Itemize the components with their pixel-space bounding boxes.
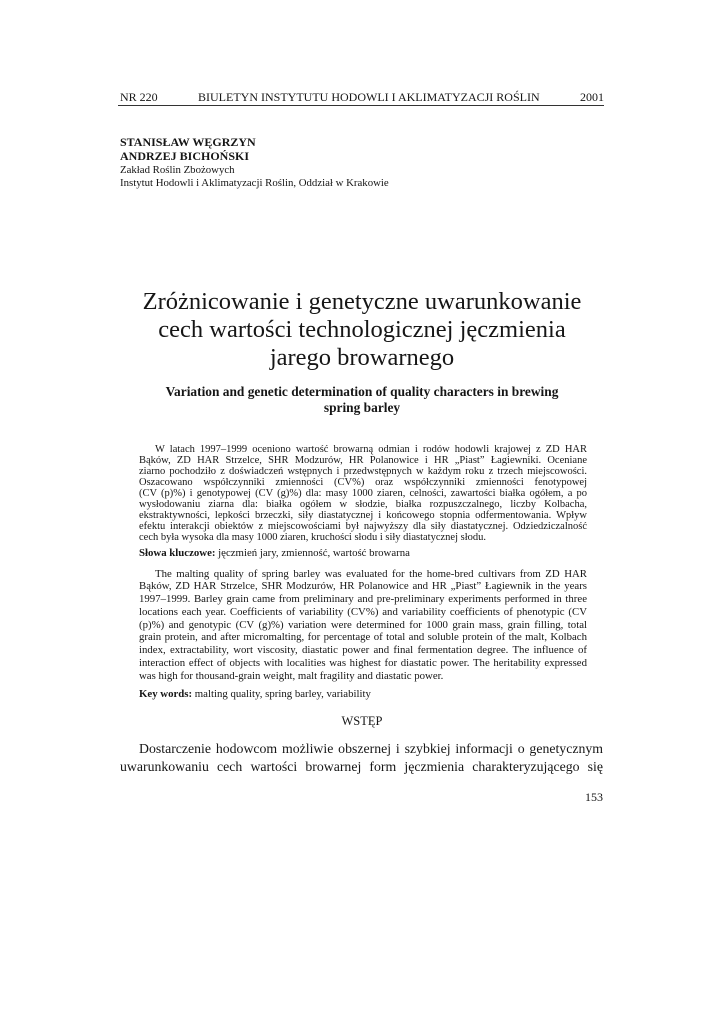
keywords-text: malting quality, spring barley, variability	[194, 687, 371, 700]
keywords-label: Key words:	[139, 687, 193, 700]
body-line: uwarunkowaniu cech wartości browarnej form jęczmienia charakteryzującego się	[120, 759, 603, 774]
affiliation-line: Zakład Roślin Zbożowych	[120, 163, 235, 176]
keywords-label: Słowa kluczowe:	[139, 546, 216, 559]
header-rule	[118, 105, 604, 106]
subtitle-line: Variation and genetic determination of quality characters in brewing	[165, 384, 559, 399]
abstract-en-line: grain protein, and after micromalting, for percentage of total and soluble protein of the malt, Kolbach	[139, 631, 587, 644]
abstract-en-line: Bąków, ZD HAR Strzelce, SHR Modzurów, HR Polanowice and HR „Piast” Łagiewnik in the years	[139, 580, 587, 593]
article-subtitle	[120, 384, 604, 416]
abstract-en-line: locations each year. Coefficients of variability (CV%) and variability coefficients of phenotypic (CV	[139, 605, 587, 618]
section-heading: WSTĘP	[341, 714, 383, 728]
publication-year: 2001	[579, 90, 604, 104]
abstract-pl-line: ziarno pochodziło z doświadczeń wstępnych i przedwstępnych w każdym roku z trzech miejscowości.	[139, 465, 587, 477]
abstract-pl-line: Oszacowano współczynniki zmienności (CV%) oraz współczynniki zmienności fenotypowej	[139, 476, 587, 488]
abstract-pl-line: ekstraktywności, lepkości brzeczki, siły diastatycznej i końcowego stopnia odfermentowania. Wpływ	[139, 509, 587, 521]
article-title	[120, 288, 604, 372]
keywords-en	[139, 688, 587, 701]
abstract-en-line: The malting quality of spring barley was evaluated for the home-bred cultivars from ZD HAR	[155, 567, 587, 580]
author-name: ANDRZEJ BICHOŃSKI	[120, 148, 250, 163]
subtitle-line: spring barley	[323, 400, 401, 415]
body-line: Dostarczenie hodowcom możliwie obszernej i szybkiej informacji o genetycznym	[139, 741, 603, 756]
abstract-pl-line: Bąków, ZD HAR Strzelce, SHR Modzurów, HR Polanowice i HR „Piast” Łagiewniki. Oceniane	[139, 454, 587, 466]
abstract-pl-line: (CV (p)%) i genotypowej (CV (g)%) dla: masy 1000 ziaren, celności, zawartości białka ogółem, a po	[139, 487, 587, 499]
keywords-pl	[139, 547, 587, 560]
title-line: jarego browarnego	[269, 344, 455, 371]
running-header	[120, 90, 604, 104]
author-list	[120, 136, 256, 163]
title-line: Zróżnicowanie i genetyczne uwarunkowanie	[142, 288, 582, 315]
abstract-pl-line: wysłodowaniu ziarna dla: białka ogółem w słodzie, białka rozpuszczalnego, liczby Kolbacha,	[139, 498, 587, 510]
abstract-en-line: was high for thousand-grain weight, malt fragility and diastatic power.	[139, 669, 444, 682]
abstract-pl-line: cech była wysoka dla masy 1000 ziaren, kruchości słodu i siły diastatycznej słodu.	[139, 531, 486, 543]
abstract-en-line: (p)%) and genotypic (CV (g)%) variation were determined for 1000 grain mass, grain filling, total	[139, 618, 587, 631]
abstract-en-line: index, extractability, wort viscosity, diastatic power and final fermentation degree. The influence of	[139, 644, 587, 657]
affiliation-line: Instytut Hodowli i Aklimatyzacji Roślin, Oddział w Krakowie	[120, 176, 389, 189]
author-name: STANISŁAW WĘGRZYN	[120, 135, 256, 149]
body-paragraph	[120, 740, 603, 776]
abstract-en-line: interaction effect of objects with localities was highest for diastatic power. The heritability expressed	[139, 656, 587, 669]
issue-number: NR 220	[120, 90, 158, 104]
abstract-pl-line: efektu interakcji obiektów z miejscowościami był najwyższy dla siły diastatycznej. Odziedziczalność	[139, 520, 587, 532]
keywords-text: jęczmień jary, zmienność, wartość browarna	[218, 546, 410, 559]
journal-name: BIULETYN INSTYTUTU HODOWLI I AKLIMATYZACJI ROŚLIN	[198, 90, 540, 104]
title-line: cech wartości technologicznej jęczmienia	[158, 316, 566, 343]
page-number: 153	[585, 790, 603, 804]
author-affiliation	[120, 164, 389, 190]
abstract-pl-line: W latach 1997–1999 oceniono wartość browarną odmian i rodów hodowli krajowej z ZD HAR	[155, 443, 587, 455]
abstract-pl	[139, 444, 587, 543]
abstract-en	[139, 568, 587, 683]
abstract-en-line: 1997–1999. Barley grain came from preliminary and pre-preliminary experiments performed in three	[139, 593, 587, 606]
